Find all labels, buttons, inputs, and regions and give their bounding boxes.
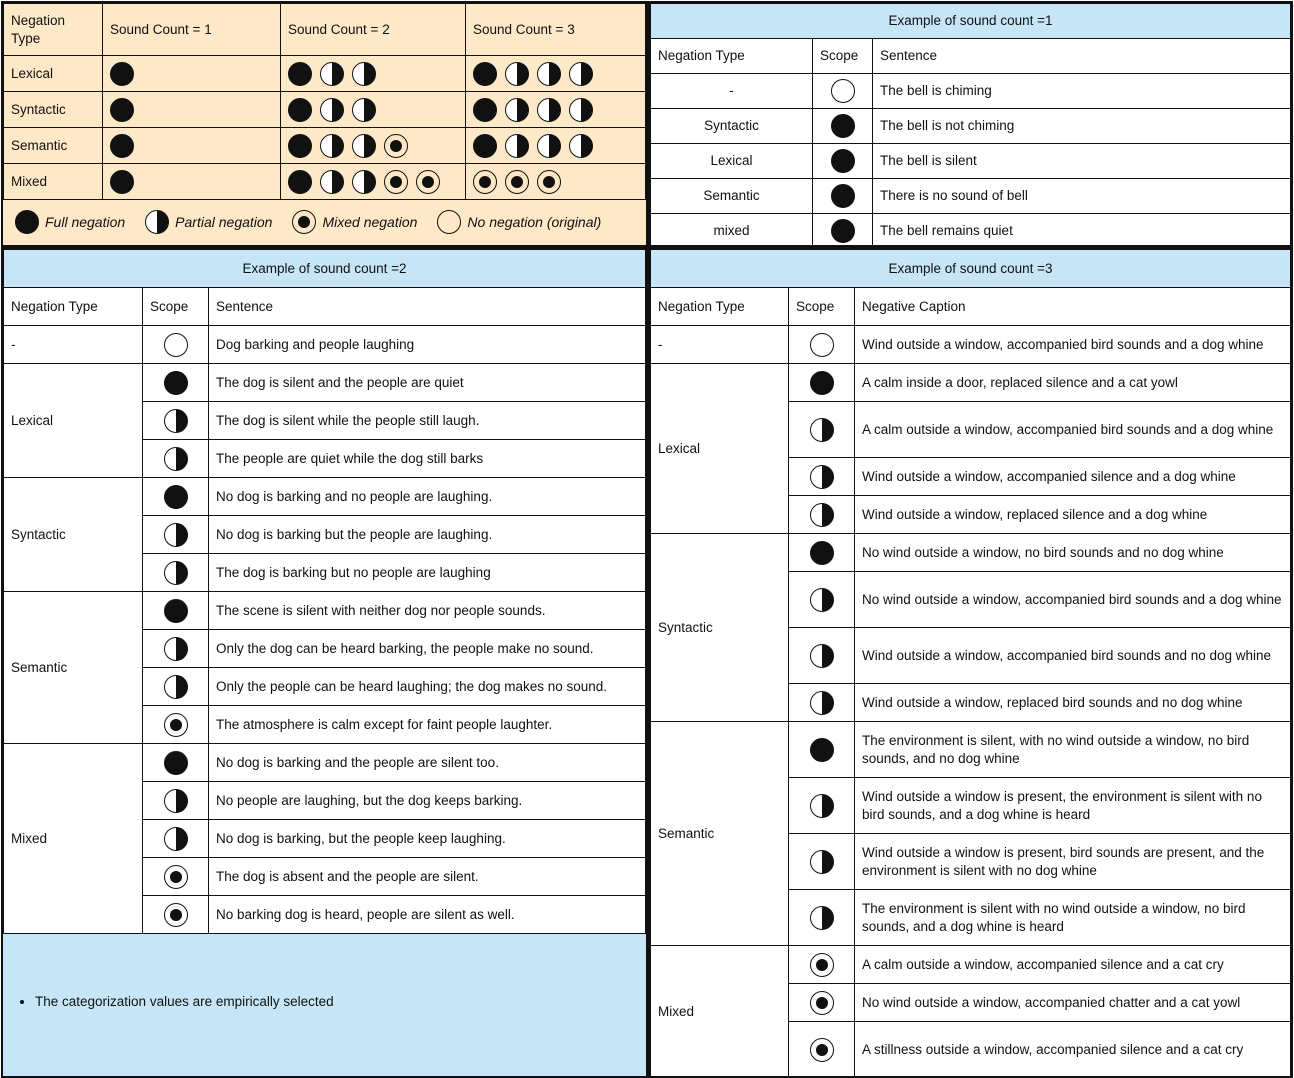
count2-title: Example of sound count =2 — [4, 250, 646, 288]
note-text: • The categorization values are empirically selected — [35, 994, 646, 1009]
partial-negation-icon — [569, 98, 593, 122]
partial-negation-icon — [320, 62, 344, 86]
negation-type-cell: Lexical — [4, 56, 103, 92]
negation-type-cell: mixed — [651, 214, 813, 248]
negation-type-cell: Syntactic — [4, 92, 103, 128]
count3-table — [650, 249, 1291, 1078]
partial-negation-icon — [352, 170, 376, 194]
negation-type-cell: Syntactic — [651, 534, 789, 722]
mixed-negation-icon — [473, 170, 497, 194]
overview-table — [3, 3, 646, 200]
sound-count-cell — [103, 128, 281, 164]
sentence-cell: The bell is silent — [873, 144, 1291, 179]
partial-negation-icon — [164, 789, 188, 813]
sentence-cell: Only the people can be heard laughing; the dog makes no sound. — [209, 668, 646, 706]
partial-negation-icon — [810, 794, 834, 818]
scope-cell — [789, 722, 855, 778]
partial-negation-icon — [164, 675, 188, 699]
no-negation-icon — [810, 333, 834, 357]
overview-row — [4, 128, 646, 164]
full-negation-icon — [15, 210, 39, 234]
sentence-cell: The dog is barking but no people are laughing — [209, 554, 646, 592]
count2-table — [3, 249, 646, 934]
overview-row — [4, 56, 646, 92]
mixed-negation-icon — [505, 170, 529, 194]
partial-negation-icon — [537, 62, 561, 86]
full-negation-icon — [831, 149, 855, 173]
full-negation-icon — [164, 371, 188, 395]
negation-type-cell: Syntactic — [651, 109, 813, 144]
count1-title: Example of sound count =1 — [651, 4, 1291, 39]
sentence-cell: A stillness outside a window, accompanied silence and a cat cry — [855, 1022, 1291, 1078]
partial-negation-icon — [810, 503, 834, 527]
sentence-cell: Wind outside a window, accompanied bird sounds and a dog whine — [855, 326, 1291, 364]
mixed-negation-icon — [164, 713, 188, 737]
full-negation-icon — [110, 170, 134, 194]
full-negation-icon — [473, 98, 497, 122]
full-negation-icon — [831, 184, 855, 208]
sentence-cell: Wind outside a window is present, the environment is silent with no bird sounds, and a dog whine is heard — [855, 778, 1291, 834]
negation-type-cell: Mixed — [4, 164, 103, 200]
sentence-cell: Wind outside a window, accompanied silence and a dog whine — [855, 458, 1291, 496]
scope-cell — [789, 402, 855, 458]
negation-type-cell: Semantic — [4, 592, 143, 744]
legend-item — [15, 210, 125, 234]
partial-negation-icon — [810, 418, 834, 442]
full-negation-icon — [810, 738, 834, 762]
table-row — [651, 946, 1291, 984]
partial-negation-icon — [164, 637, 188, 661]
partial-negation-icon — [810, 588, 834, 612]
negation-type-cell: Semantic — [651, 179, 813, 214]
partial-negation-icon — [569, 62, 593, 86]
legend-label: Partial negation — [175, 214, 273, 230]
count3-header-scope: Scope — [789, 288, 855, 326]
legend — [3, 200, 646, 244]
sentence-cell: A calm inside a door, replaced silence and a cat yowl — [855, 364, 1291, 402]
sentence-cell: The atmosphere is calm except for faint people laughter. — [209, 706, 646, 744]
sentence-cell: The people are quiet while the dog still barks — [209, 440, 646, 478]
count2-header-sentence: Sentence — [209, 288, 646, 326]
sentence-cell: The dog is absent and the people are silent. — [209, 858, 646, 896]
sentence-cell: Wind outside a window, replaced silence and a dog whine — [855, 496, 1291, 534]
count3-panel — [648, 247, 1293, 1078]
partial-negation-icon — [164, 827, 188, 851]
partial-negation-icon — [164, 409, 188, 433]
sound-count-cell — [103, 92, 281, 128]
full-negation-icon — [810, 371, 834, 395]
count3-header-type: Negation Type — [651, 288, 789, 326]
partial-negation-icon — [810, 850, 834, 874]
scope-cell — [143, 820, 209, 858]
sentence-cell: A calm outside a window, accompanied silence and a cat cry — [855, 946, 1291, 984]
overview-header-type: Negation Type — [4, 4, 103, 56]
partial-negation-icon — [352, 134, 376, 158]
no-negation-icon — [831, 79, 855, 103]
scope-cell — [789, 890, 855, 946]
negation-type-cell: Lexical — [651, 364, 789, 534]
legend-item — [437, 210, 601, 234]
scope-cell — [789, 778, 855, 834]
partial-negation-icon — [810, 644, 834, 668]
full-negation-icon — [110, 98, 134, 122]
partial-negation-icon — [352, 98, 376, 122]
full-negation-icon — [164, 485, 188, 509]
sentence-cell: Dog barking and people laughing — [209, 326, 646, 364]
scope-cell — [143, 478, 209, 516]
partial-negation-icon — [145, 210, 169, 234]
sound-count-cell — [281, 92, 466, 128]
sentence-cell: No dog is barking, but the people keep laughing. — [209, 820, 646, 858]
mixed-negation-icon — [384, 134, 408, 158]
table-row — [651, 74, 1291, 109]
sentence-cell: The scene is silent with neither dog nor people sounds. — [209, 592, 646, 630]
scope-cell — [789, 458, 855, 496]
sentence-cell: No wind outside a window, no bird sounds and no dog whine — [855, 534, 1291, 572]
sound-count-cell — [466, 164, 646, 200]
full-negation-icon — [831, 114, 855, 138]
table-row — [651, 179, 1291, 214]
count3-header-caption: Negative Caption — [855, 288, 1291, 326]
table-row — [651, 109, 1291, 144]
scope-cell — [789, 534, 855, 572]
partial-negation-icon — [164, 523, 188, 547]
table-row — [4, 364, 646, 402]
scope-cell — [143, 440, 209, 478]
mixed-negation-icon — [292, 210, 316, 234]
partial-negation-icon — [505, 98, 529, 122]
scope-cell — [813, 144, 873, 179]
sentence-cell: No dog is barking but the people are laughing. — [209, 516, 646, 554]
table-row — [651, 364, 1291, 402]
mixed-negation-icon — [416, 170, 440, 194]
count1-panel — [648, 1, 1293, 247]
scope-cell — [789, 364, 855, 402]
full-negation-icon — [473, 62, 497, 86]
sound-count-cell — [281, 164, 466, 200]
sentence-cell: The environment is silent with no wind outside a window, no bird sounds, and a dog whine is heard — [855, 890, 1291, 946]
scope-cell — [789, 946, 855, 984]
scope-cell — [813, 74, 873, 109]
sentence-cell: Wind outside a window is present, bird sounds are present, and the environment is silent with no dog whine — [855, 834, 1291, 890]
partial-negation-icon — [505, 62, 529, 86]
legend-item — [145, 210, 272, 234]
table-row — [4, 744, 646, 782]
scope-cell — [789, 684, 855, 722]
sound-count-cell — [466, 56, 646, 92]
scope-cell — [143, 858, 209, 896]
scope-cell — [143, 630, 209, 668]
full-negation-icon — [164, 751, 188, 775]
legend-item — [292, 210, 417, 234]
sentence-cell: No people are laughing, but the dog keeps barking. — [209, 782, 646, 820]
overview-header-c2: Sound Count = 2 — [281, 4, 466, 56]
partial-negation-icon — [537, 134, 561, 158]
full-negation-icon — [110, 134, 134, 158]
partial-negation-icon — [320, 134, 344, 158]
count1-header-type: Negation Type — [651, 39, 813, 74]
full-negation-icon — [164, 599, 188, 623]
full-negation-icon — [288, 98, 312, 122]
mixed-negation-icon — [810, 953, 834, 977]
partial-negation-icon — [810, 691, 834, 715]
scope-cell — [143, 896, 209, 934]
partial-negation-icon — [352, 62, 376, 86]
partial-negation-icon — [320, 170, 344, 194]
partial-negation-icon — [320, 98, 344, 122]
sentence-cell: No barking dog is heard, people are silent as well. — [209, 896, 646, 934]
sound-count-cell — [103, 164, 281, 200]
scope-cell — [813, 109, 873, 144]
scope-cell — [789, 834, 855, 890]
count2-panel — [1, 247, 648, 1078]
sentence-cell: Wind outside a window, accompanied bird sounds and no dog whine — [855, 628, 1291, 684]
count3-title: Example of sound count =3 — [651, 250, 1291, 288]
scope-cell — [143, 554, 209, 592]
sentence-cell: No wind outside a window, accompanied chatter and a cat yowl — [855, 984, 1291, 1022]
scope-cell — [789, 326, 855, 364]
sentence-cell: The bell is chiming — [873, 74, 1291, 109]
partial-negation-icon — [569, 134, 593, 158]
sentence-cell: The environment is silent, with no wind outside a window, no bird sounds, and no dog whine — [855, 722, 1291, 778]
overview-header-c3: Sound Count = 3 — [466, 4, 646, 56]
partial-negation-icon — [164, 447, 188, 471]
negation-type-cell: Mixed — [651, 946, 789, 1078]
legend-label: Mixed negation — [322, 214, 418, 230]
scope-cell — [143, 668, 209, 706]
count1-header-sentence: Sentence — [873, 39, 1291, 74]
scope-cell — [813, 214, 873, 248]
negation-type-cell: - — [651, 326, 789, 364]
scope-cell — [143, 782, 209, 820]
mixed-negation-icon — [537, 170, 561, 194]
sentence-cell: Wind outside a window, replaced bird sounds and no dog whine — [855, 684, 1291, 722]
table-row — [4, 478, 646, 516]
no-negation-icon — [164, 333, 188, 357]
overview-row — [4, 92, 646, 128]
scope-cell — [143, 744, 209, 782]
table-row — [651, 326, 1291, 364]
sentence-cell: No dog is barking and no people are laughing. — [209, 478, 646, 516]
count2-header-scope: Scope — [143, 288, 209, 326]
sentence-cell: The bell remains quiet — [873, 214, 1291, 248]
scope-cell — [789, 628, 855, 684]
mixed-negation-icon — [164, 865, 188, 889]
sentence-cell: The dog is silent and the people are quiet — [209, 364, 646, 402]
negation-type-cell: Semantic — [4, 128, 103, 164]
sentence-cell: The dog is silent while the people still laugh. — [209, 402, 646, 440]
negation-type-cell: Syntactic — [4, 478, 143, 592]
sound-count-cell — [281, 56, 466, 92]
scope-cell — [789, 496, 855, 534]
full-negation-icon — [831, 219, 855, 243]
scope-cell — [143, 706, 209, 744]
sound-count-cell — [103, 56, 281, 92]
sound-count-cell — [466, 92, 646, 128]
full-negation-icon — [810, 541, 834, 565]
negation-type-cell: Semantic — [651, 722, 789, 946]
scope-cell — [143, 364, 209, 402]
sentence-cell: A calm outside a window, accompanied bird sounds and a dog whine — [855, 402, 1291, 458]
mixed-negation-icon — [164, 903, 188, 927]
scope-cell — [143, 402, 209, 440]
note-box — [3, 934, 646, 1078]
sound-count-cell — [466, 128, 646, 164]
scope-cell — [143, 592, 209, 630]
scope-cell — [789, 572, 855, 628]
scope-cell — [789, 984, 855, 1022]
negation-type-cell: Mixed — [4, 744, 143, 934]
full-negation-icon — [288, 134, 312, 158]
table-row — [4, 592, 646, 630]
mixed-negation-icon — [810, 991, 834, 1015]
legend-label: No negation (original) — [467, 214, 602, 230]
negation-type-cell: Lexical — [651, 144, 813, 179]
no-negation-icon — [437, 210, 461, 234]
overview-panel — [1, 1, 648, 247]
scope-cell — [143, 516, 209, 554]
sentence-cell: The bell is not chiming — [873, 109, 1291, 144]
sound-count-cell — [281, 128, 466, 164]
partial-negation-icon — [505, 134, 529, 158]
table-row — [651, 534, 1291, 572]
overview-row — [4, 164, 646, 200]
table-row — [4, 326, 646, 364]
mixed-negation-icon — [810, 1038, 834, 1062]
sentence-cell: There is no sound of bell — [873, 179, 1291, 214]
partial-negation-icon — [810, 465, 834, 489]
negation-type-cell: - — [651, 74, 813, 109]
table-row — [651, 214, 1291, 248]
table-row — [651, 722, 1291, 778]
count1-table — [650, 3, 1291, 247]
scope-cell — [813, 179, 873, 214]
full-negation-icon — [288, 62, 312, 86]
negation-type-cell: - — [4, 326, 143, 364]
full-negation-icon — [473, 134, 497, 158]
negation-type-cell: Lexical — [4, 364, 143, 478]
mixed-negation-icon — [384, 170, 408, 194]
table-row — [651, 144, 1291, 179]
scope-cell — [789, 1022, 855, 1078]
partial-negation-icon — [810, 906, 834, 930]
full-negation-icon — [110, 62, 134, 86]
sentence-cell: No wind outside a window, accompanied bird sounds and a dog whine — [855, 572, 1291, 628]
count2-header-type: Negation Type — [4, 288, 143, 326]
partial-negation-icon — [537, 98, 561, 122]
legend-label: Full negation — [45, 214, 126, 230]
sentence-cell: Only the dog can be heard barking, the people make no sound. — [209, 630, 646, 668]
count1-header-scope: Scope — [813, 39, 873, 74]
overview-header-c1: Sound Count = 1 — [103, 4, 281, 56]
partial-negation-icon — [164, 561, 188, 585]
scope-cell — [143, 326, 209, 364]
full-negation-icon — [288, 170, 312, 194]
sentence-cell: No dog is barking and the people are silent too. — [209, 744, 646, 782]
